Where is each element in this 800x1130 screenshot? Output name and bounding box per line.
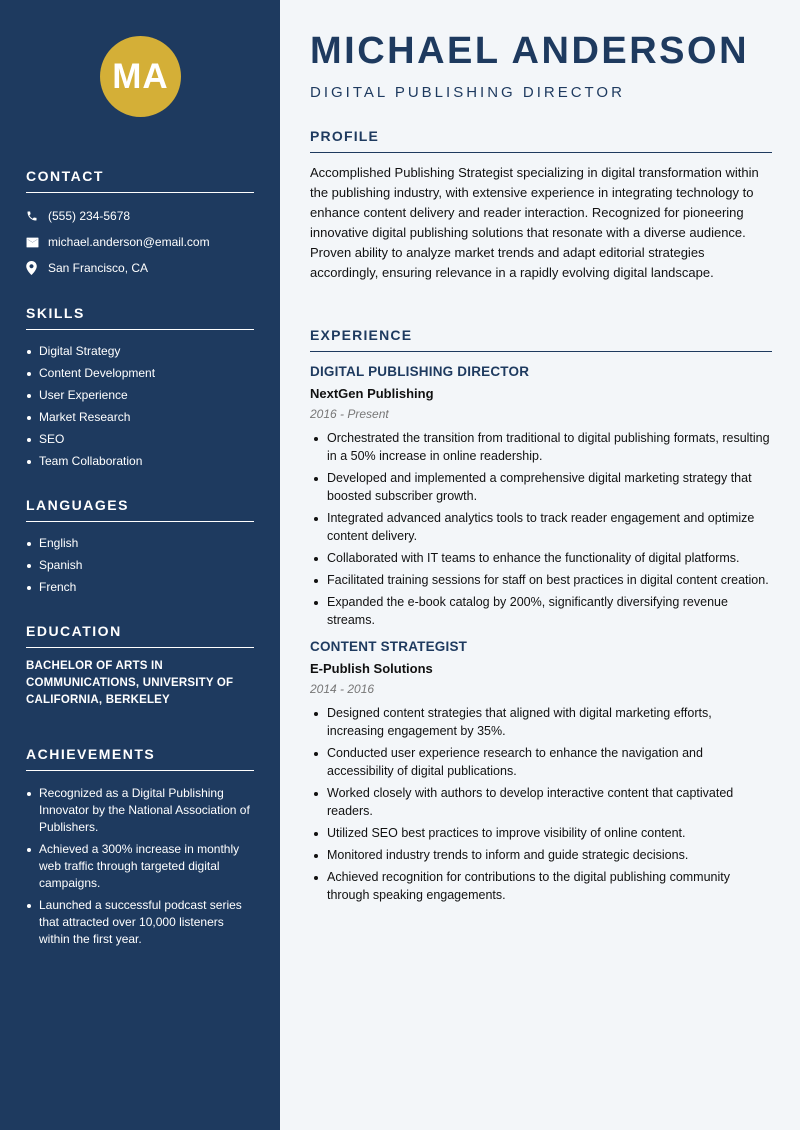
company-name: NextGen Publishing (310, 386, 434, 401)
skill-item: User Experience (26, 384, 254, 406)
location-pin-icon (26, 261, 48, 275)
job-dates: 2014 - 2016 (310, 682, 375, 696)
profile-text: Accomplished Publishing Strategist specializing in digital transformation within the publishing industry, with extensive experience in integrating technology to enhance content delivery and reader interaction. Recognized for pioneering innovative digital publishing solutions that resonate with a diverse audience. Proven ability to analyze market trends and adapt editorial strategies accordingly, ensuring relevance in a rapidly evolving digital landscape. (310, 165, 759, 280)
skills-section (26, 305, 254, 472)
skill-item: Market Research (26, 406, 254, 428)
contact-section (26, 168, 254, 281)
company-name: E-Publish Solutions (310, 661, 433, 676)
skill-item: Digital Strategy (26, 340, 254, 362)
phone-icon (26, 210, 48, 222)
contact-location (26, 255, 254, 281)
job-bullet: Expanded the e-book catalog by 200%, significantly diversifying revenue streams. (310, 593, 772, 629)
job-bullet: Achieved recognition for contributions to the digital publishing community through speaking engagements. (310, 868, 772, 904)
location-text: San Francisco, CA (48, 261, 149, 275)
education-heading: EDUCATION (26, 623, 254, 648)
skill-item: SEO (26, 428, 254, 450)
achievement-item: Achieved a 300% increase in monthly web traffic through targeted digital campaigns. (26, 841, 254, 892)
experience-section (310, 327, 772, 908)
skills-list (26, 340, 254, 472)
avatar: MA (100, 36, 181, 117)
languages-heading: LANGUAGES (26, 497, 254, 522)
job-entry (310, 639, 772, 904)
job-bullets (310, 429, 772, 629)
email-icon (26, 237, 48, 248)
profile-section (310, 128, 772, 283)
job-bullet: Collaborated with IT teams to enhance the functionality of digital platforms. (310, 549, 772, 567)
language-item: English (26, 532, 254, 554)
job-dates: 2016 - Present (310, 407, 389, 421)
achievements-heading: ACHIEVEMENTS (26, 746, 254, 771)
contact-heading: CONTACT (26, 168, 254, 193)
achievements-section (26, 746, 254, 953)
experience-heading: EXPERIENCE (310, 327, 772, 352)
language-item: Spanish (26, 554, 254, 576)
job-bullet: Worked closely with authors to develop interactive content that captivated readers. (310, 784, 772, 820)
contact-email (26, 229, 254, 255)
job-bullet: Facilitated training sessions for staff on best practices in digital content creation. (310, 571, 772, 589)
language-item: French (26, 576, 254, 598)
skill-item: Content Development (26, 362, 254, 384)
candidate-title: DIGITAL PUBLISHING DIRECTOR (310, 84, 625, 101)
education-degree: BACHELOR OF ARTS IN COMMUNICATIONS, UNIVERSITY OF CALIFORNIA, BERKELEY (26, 660, 234, 706)
job-bullets (310, 704, 772, 904)
achievements-list (26, 785, 254, 948)
achievement-item: Launched a successful podcast series that attracted over 10,000 listeners within the first year. (26, 897, 254, 948)
job-bullet: Monitored industry trends to inform and guide strategic decisions. (310, 846, 772, 864)
candidate-name: MICHAEL ANDERSON (310, 30, 750, 72)
job-bullet: Conducted user experience research to enhance the navigation and accessibility of digital publications. (310, 744, 772, 780)
job-entry (310, 364, 772, 629)
job-bullet: Developed and implemented a comprehensive digital marketing strategy that boosted subscriber growth. (310, 469, 772, 505)
sidebar (0, 0, 280, 1130)
job-bullet: Designed content strategies that aligned with digital marketing efforts, increasing engagement by 35%. (310, 704, 772, 740)
job-bullet: Integrated advanced analytics tools to track reader engagement and optimize content delivery. (310, 509, 772, 545)
job-title: DIGITAL PUBLISHING DIRECTOR (310, 364, 530, 379)
phone-text: (555) 234-5678 (48, 209, 131, 223)
skills-heading: SKILLS (26, 305, 254, 330)
languages-section (26, 497, 254, 598)
languages-list (26, 532, 254, 598)
profile-heading: PROFILE (310, 128, 772, 153)
job-bullet: Utilized SEO best practices to improve visibility of online content. (310, 824, 772, 842)
job-bullet: Orchestrated the transition from traditional to digital publishing formats, resulting in a 50% increase in online readership. (310, 429, 772, 465)
email-text: michael.anderson@email.com (48, 235, 210, 249)
job-title: CONTENT STRATEGIST (310, 639, 468, 654)
skill-item: Team Collaboration (26, 450, 254, 472)
achievement-item: Recognized as a Digital Publishing Innovator by the National Association of Publishers. (26, 785, 254, 836)
education-section (26, 623, 254, 709)
contact-phone (26, 203, 254, 229)
